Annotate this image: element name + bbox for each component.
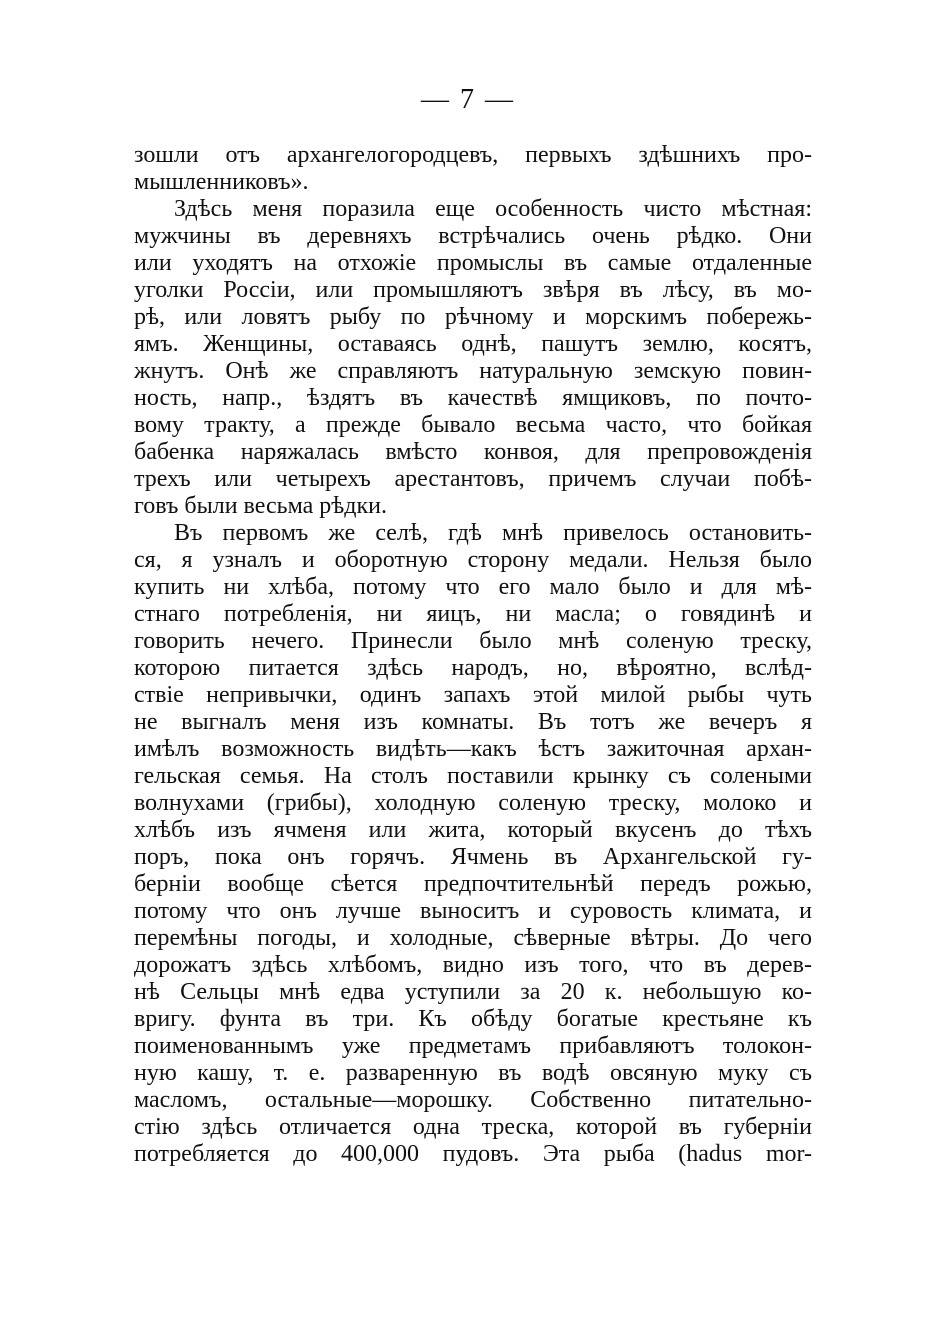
text-line: поръ, пока онъ горячъ. Ячмень въ Архангельской гу-: [134, 844, 812, 870]
text-line: не выгналъ меня изъ комнаты. Въ тотъ же вечеръ я: [134, 709, 812, 735]
paragraph-2: [134, 196, 812, 520]
page-number: — 7 —: [421, 84, 515, 115]
text-line: мужчины въ деревняхъ встрѣчались очень рѣдко. Они: [134, 223, 812, 249]
text-line: говъ были весьма рѣдки.: [134, 493, 388, 519]
text-line: Здѣсь меня поразила еще особенность чисто мѣстная:: [174, 196, 812, 222]
text-line: трехъ или четырехъ арестантовъ, причемъ случаи побѣ-: [134, 466, 812, 492]
text-line: зошли отъ архангелогородцевъ, первыхъ здѣшнихъ про-: [134, 142, 812, 168]
text-line: хлѣбъ изъ ячменя или жита, который вкусенъ до тѣхъ: [134, 817, 812, 843]
text-line: ную кашу, т. е. разваренную въ водѣ овсяную муку съ: [134, 1060, 812, 1086]
paragraph-3: [134, 520, 812, 1168]
text-line: Въ первомъ же селѣ, гдѣ мнѣ привелось остановить-: [174, 520, 812, 546]
text-line: поименованнымъ уже предметамъ прибавляютъ толокон-: [134, 1033, 812, 1059]
text-line: вому тракту, а прежде бывало весьма часто, что бойкая: [134, 412, 812, 438]
text-line: купить ни хлѣба, потому что его мало было и для мѣ-: [134, 574, 812, 600]
text-line: волнухами (грибы), холодную соленую треску, молоко и: [134, 790, 812, 816]
text-line: берніи вообще сѣется предпочтительнѣй передъ рожью,: [134, 871, 812, 897]
body-text: [134, 142, 812, 1168]
text-line: жнутъ. Онѣ же справляютъ натуральную земскую повин-: [134, 358, 812, 384]
text-line: или уходятъ на отхожіе промыслы въ самые отдаленные: [134, 250, 812, 276]
text-line: гельская семья. На столъ поставили крынку съ солеными: [134, 763, 812, 789]
text-line: дорожатъ здѣсь хлѣбомъ, видно изъ того, что въ дерев-: [134, 952, 812, 978]
text-line: потому что онъ лучше выноситъ и суровость климата, и: [134, 898, 812, 924]
text-line: стію здѣсь отличается одна треска, которой въ губерніи: [134, 1114, 812, 1140]
text-line: уголки Россіи, или промышляютъ звѣря въ лѣсу, въ мо-: [134, 277, 812, 303]
text-line: ность, напр., ѣздятъ въ качествѣ ямщиковъ, по почто-: [134, 385, 812, 411]
text-line: масломъ, остальные—морошку. Собственно питательно-: [134, 1087, 812, 1113]
text-line: говорить нечего. Принесли было мнѣ соленую треску,: [134, 628, 812, 654]
text-line: бабенка наряжалась вмѣсто конвоя, для препровожденія: [134, 439, 812, 465]
text-line: стнаго потребленія, ни яицъ, ни масла; о говядинѣ и: [134, 601, 812, 627]
text-line: мышленниковъ».: [134, 169, 309, 195]
text-line: потребляется до 400,000 пудовъ. Эта рыба (hadus mor-: [134, 1141, 812, 1167]
text-line: рѣ, или ловятъ рыбу по рѣчному и морскимъ побережь-: [134, 304, 812, 330]
text-line: ямъ. Женщины, оставаясь однѣ, пашутъ землю, косятъ,: [134, 331, 812, 357]
text-line: нѣ Сельцы мнѣ едва уступили за 20 к. небольшую ко-: [134, 979, 812, 1005]
paragraph-1: [134, 142, 812, 196]
text-line: ствіе непривычки, одинъ запахъ этой милой рыбы чуть: [134, 682, 812, 708]
text-line: которою питается здѣсь народъ, но, вѣроятно, вслѣд-: [134, 655, 812, 681]
text-line: вригу. фунта въ три. Къ обѣду богатые крестьяне къ: [134, 1006, 812, 1032]
text-line: перемѣны погоды, и холодные, сѣверные вѣтры. До чего: [134, 925, 812, 951]
text-line: имѣлъ возможность видѣть—какъ ѣстъ зажиточная архан-: [134, 736, 812, 762]
text-line: ся, я узналъ и оборотную сторону медали. Нельзя было: [134, 547, 812, 573]
